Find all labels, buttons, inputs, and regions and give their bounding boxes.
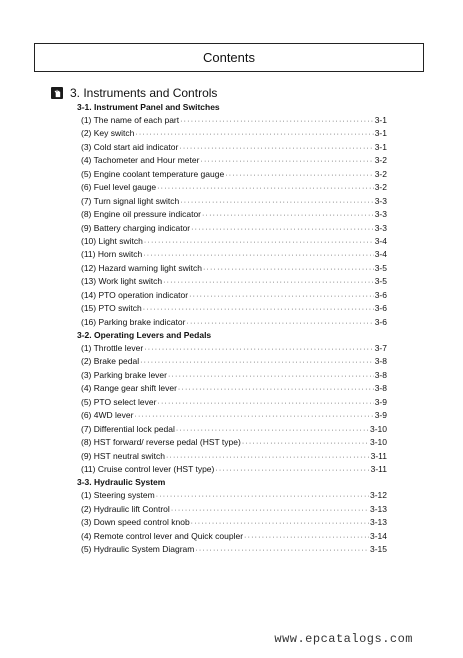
- dot-leader: [144, 343, 374, 356]
- dot-leader: [166, 451, 370, 464]
- toc-entry-page: 3-3: [374, 222, 387, 233]
- dot-leader: [157, 397, 373, 410]
- dot-leader: [225, 169, 374, 182]
- dot-leader: [202, 209, 374, 222]
- toc-entry[interactable]: [74, 154, 387, 167]
- table-of-contents: [74, 101, 387, 557]
- dot-leader: [176, 424, 369, 437]
- toc-entry-label: (6) Fuel level gauge: [81, 182, 157, 193]
- toc-entry-label: (13) Work light switch: [81, 276, 163, 287]
- toc-entry-label: (15) PTO switch: [81, 303, 142, 314]
- toc-entry-page: 3-9: [374, 410, 387, 421]
- toc-entry-label: (1) Throttle lever: [81, 343, 144, 353]
- toc-entry[interactable]: [74, 489, 387, 502]
- toc-entry[interactable]: [74, 248, 387, 261]
- toc-entry-page: 3-4: [374, 235, 387, 246]
- dot-leader: [135, 128, 373, 141]
- toc-entry-label: (4) Range gear shift lever: [81, 383, 177, 394]
- contents-title-box: [34, 43, 424, 72]
- dot-leader: [168, 370, 374, 383]
- toc-entry[interactable]: [74, 222, 387, 235]
- toc-entry-label: (3) Cold start aid indicator: [81, 141, 179, 152]
- toc-entry-label: (12) Hazard warning light switch: [81, 262, 202, 273]
- toc-entry-page: 3-3: [374, 209, 387, 220]
- toc-entry[interactable]: [74, 302, 387, 315]
- toc-entry-label: (2) Brake pedal: [81, 356, 140, 367]
- dot-leader: [180, 196, 373, 209]
- toc-entry-page: 3-2: [374, 182, 387, 193]
- toc-entry-page: 3-10: [369, 423, 387, 434]
- toc-entry[interactable]: [74, 355, 387, 368]
- dot-leader: [157, 182, 374, 195]
- toc-entry-label: (11) Cruise control lever (HST type): [81, 463, 215, 474]
- dot-leader: [200, 155, 373, 168]
- toc-entry-label: (8) Engine oil pressure indicator: [81, 209, 202, 220]
- toc-entry-page: 3-11: [370, 450, 387, 461]
- toc-entry-page: 3-5: [374, 262, 387, 273]
- toc-entry[interactable]: [74, 543, 387, 556]
- toc-entry-label: (2) Hydraulic lift Control: [81, 503, 170, 514]
- toc-entry-label: (14) PTO operation indicator: [81, 289, 189, 300]
- chapter-heading: [51, 85, 217, 101]
- toc-entry[interactable]: [74, 396, 387, 409]
- toc-entry[interactable]: [74, 127, 387, 140]
- dot-leader: [163, 276, 374, 289]
- toc-entry-label: (7) Turn signal light switch: [81, 195, 180, 206]
- toc-entry[interactable]: [74, 382, 387, 395]
- toc-entry[interactable]: [74, 436, 387, 449]
- toc-entry-page: 3-13: [369, 503, 387, 514]
- toc-entry-label: (3) Down speed control knob: [81, 517, 190, 528]
- toc-entry-page: 3-1: [374, 128, 387, 139]
- dot-leader: [242, 437, 369, 450]
- dot-leader: [195, 544, 369, 557]
- toc-entry-page: 3-15: [369, 544, 387, 555]
- dot-leader: [191, 517, 369, 530]
- dot-leader: [156, 490, 369, 503]
- watermark: www.epcatalogs.com: [274, 632, 413, 646]
- hand-pointer-icon: [51, 87, 63, 99]
- section-heading: 3-1. Instrument Panel and Switches: [77, 102, 220, 112]
- dot-leader: [189, 290, 374, 303]
- toc-entry-page: 3-6: [374, 289, 387, 300]
- toc-entry-label: (2) Key switch: [81, 128, 135, 139]
- toc-entry[interactable]: [74, 235, 387, 248]
- toc-entry[interactable]: [74, 168, 387, 181]
- toc-entry-label: (11) Horn switch: [81, 249, 143, 260]
- toc-entry[interactable]: [74, 141, 387, 154]
- toc-entry-label: (4) Remote control lever and Quick coupler: [81, 530, 244, 541]
- toc-entry-label: (1) Steering system: [81, 490, 155, 501]
- toc-entry-page: 3-11: [370, 463, 387, 474]
- dot-leader: [186, 317, 373, 330]
- toc-entry-label: (5) PTO select lever: [81, 396, 157, 407]
- toc-entry-page: 3-13: [369, 517, 387, 528]
- toc-entry-page: 3-6: [374, 316, 387, 327]
- toc-entry[interactable]: [74, 316, 387, 329]
- dot-leader: [143, 249, 373, 262]
- toc-entry[interactable]: [74, 463, 387, 476]
- toc-entry-label: (10) Light switch: [81, 235, 143, 246]
- dot-leader: [244, 531, 369, 544]
- dot-leader: [143, 303, 374, 316]
- toc-entry-page: 3-6: [374, 303, 387, 314]
- toc-entry-page: 3-7: [374, 343, 387, 353]
- toc-entry-label: (16) Parking brake indicator: [81, 316, 186, 327]
- dot-leader: [178, 383, 374, 396]
- toc-entry-label: (9) HST neutral switch: [81, 450, 165, 461]
- toc-entry-page: 3-5: [374, 276, 387, 287]
- page-title: Contents: [202, 50, 256, 65]
- toc-entry-page: 3-1: [374, 115, 387, 125]
- toc-entry-page: 3-2: [374, 168, 387, 179]
- toc-entry-label: (5) Engine coolant temperature gauge: [81, 168, 225, 179]
- toc-entry-label: (8) HST forward/ reverse pedal (HST type): [81, 437, 241, 448]
- toc-entry[interactable]: [74, 208, 387, 221]
- toc-entry-label: (3) Parking brake lever: [81, 369, 167, 380]
- toc-entry[interactable]: [74, 423, 387, 436]
- toc-entry-label: (4) Tachometer and Hour meter: [81, 155, 200, 166]
- toc-entry-page: 3-2: [374, 155, 387, 166]
- toc-entry[interactable]: [74, 530, 387, 543]
- dot-leader: [215, 464, 369, 477]
- chapter-title: 3. Instruments and Controls: [70, 86, 218, 100]
- toc-entry[interactable]: [74, 289, 387, 302]
- toc-entry-page: 3-14: [369, 530, 387, 541]
- toc-entry[interactable]: [74, 369, 387, 382]
- dot-leader: [179, 142, 373, 155]
- toc-entry-label: (7) Differential lock pedal: [81, 423, 175, 434]
- dot-leader: [180, 115, 374, 128]
- toc-entry[interactable]: [74, 503, 387, 516]
- toc-entry[interactable]: [74, 195, 387, 208]
- dot-leader: [203, 263, 374, 276]
- dot-leader: [140, 356, 374, 369]
- dot-leader: [171, 504, 369, 517]
- dot-leader: [134, 410, 373, 423]
- toc-entry[interactable]: [74, 114, 387, 127]
- toc-entry-page: 3-8: [374, 356, 387, 367]
- toc-entry[interactable]: [74, 409, 387, 422]
- toc-entry-label: (9) Battery charging indicator: [81, 222, 191, 233]
- toc-entry-page: 3-8: [374, 369, 387, 380]
- toc-entry-label: (5) Hydraulic System Diagram: [81, 544, 195, 555]
- toc-entry-label: (1) The name of each part: [81, 115, 180, 125]
- toc-entry-page: 3-4: [374, 249, 387, 260]
- toc-entry-page: 3-8: [374, 383, 387, 394]
- section-heading: 3-2. Operating Levers and Pedals: [77, 330, 212, 340]
- dot-leader: [144, 236, 374, 249]
- toc-entry-label: (6) 4WD lever: [81, 410, 134, 421]
- section-heading: 3-3. Hydraulic System: [77, 477, 166, 488]
- toc-entry-page: 3-12: [369, 490, 387, 501]
- toc-entry[interactable]: [74, 450, 387, 463]
- dot-leader: [191, 223, 374, 236]
- toc-entry[interactable]: [74, 262, 387, 275]
- toc-entry-page: 3-3: [374, 195, 387, 206]
- toc-entry[interactable]: [74, 275, 387, 288]
- toc-entry[interactable]: [74, 342, 387, 355]
- toc-entry[interactable]: [74, 516, 387, 529]
- toc-entry-page: 3-10: [369, 437, 387, 448]
- toc-entry-page: 3-1: [374, 141, 387, 152]
- toc-entry[interactable]: [74, 181, 387, 194]
- toc-entry-page: 3-9: [374, 396, 387, 407]
